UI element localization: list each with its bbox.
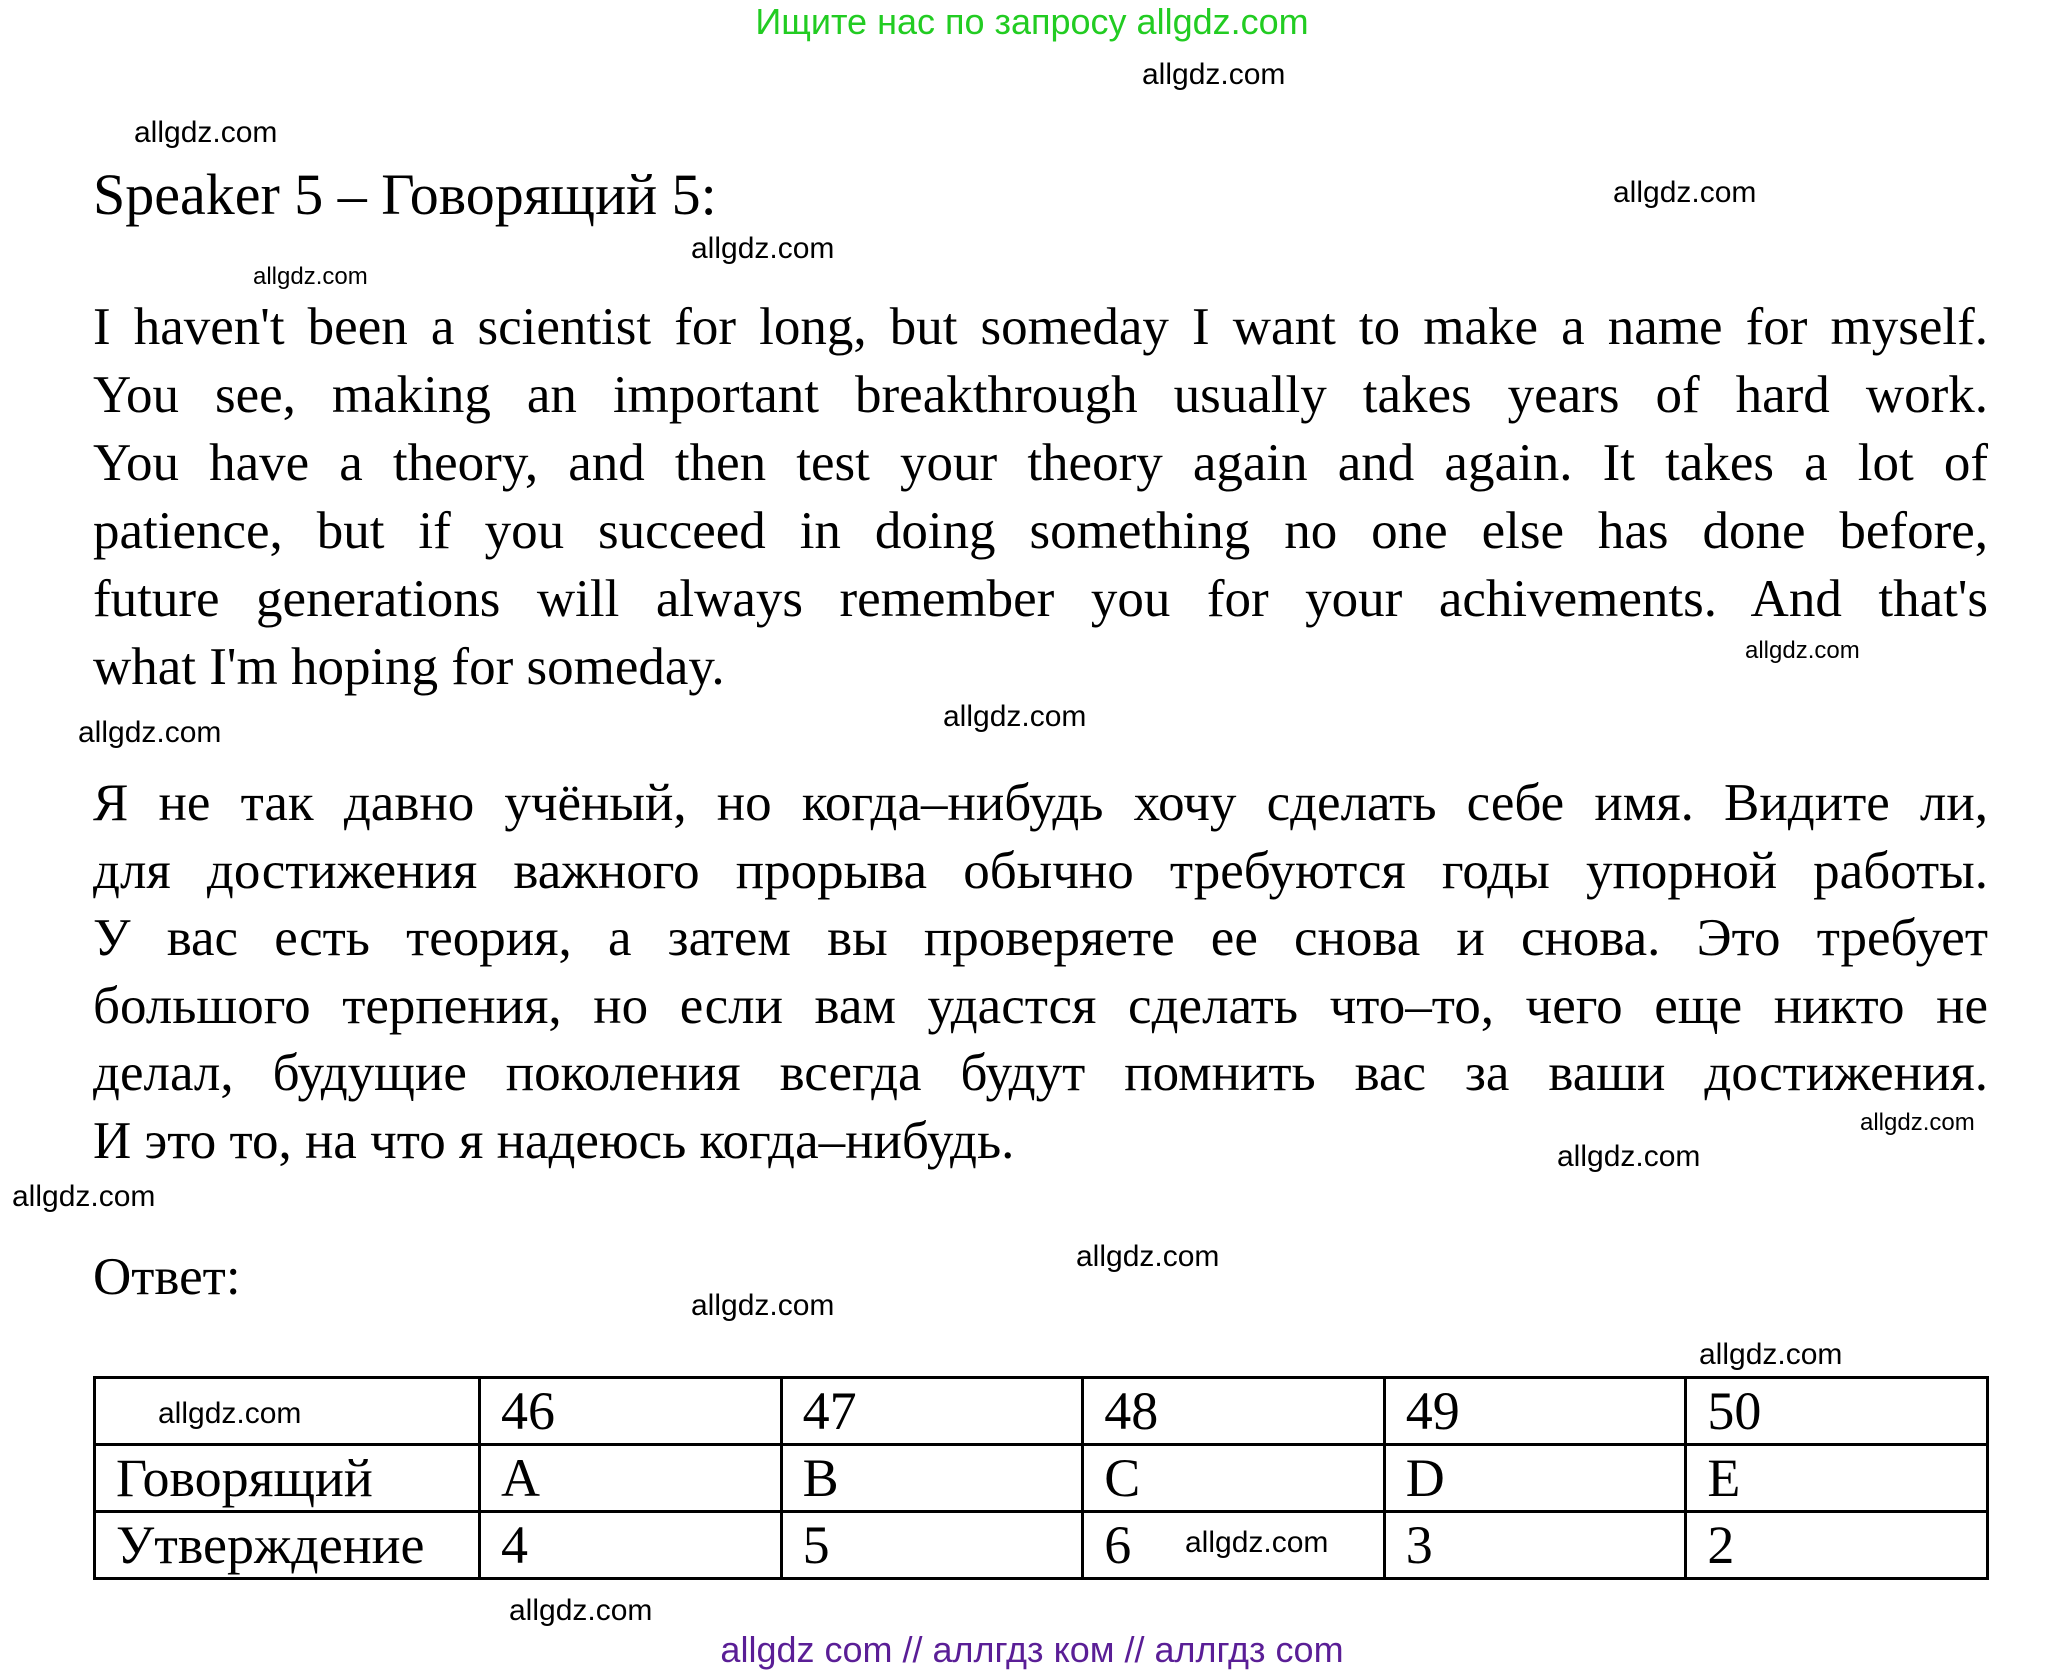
watermark: allgdz.com <box>1076 1240 1220 1273</box>
cell-text: 5 <box>802 1515 830 1575</box>
table-cell <box>480 1445 782 1512</box>
cell-text: 50 <box>1707 1381 1762 1441</box>
watermark: allgdz.com <box>12 1180 156 1213</box>
russian-line: И это то, на что я надеюсь когда–нибудь. <box>93 1112 1015 1170</box>
watermark: allgdz.com <box>691 232 835 265</box>
table-cell <box>781 1378 1083 1445</box>
footer-links: allgdz com // аллгдз ком // аллгдз com <box>720 1629 1344 1670</box>
watermark: allgdz.com <box>1699 1338 1843 1371</box>
cell-text: 47 <box>802 1381 857 1441</box>
table-cell <box>95 1512 480 1579</box>
table-cell <box>95 1445 480 1512</box>
speaker-title: Speaker 5 – Говорящий 5: <box>93 162 717 227</box>
watermark: allgdz.com <box>1142 58 1286 91</box>
russian-line: У вас есть теория, а затем вы проверяете ее снова и снова. Это требует <box>93 909 1988 967</box>
table-cell <box>1384 1445 1686 1512</box>
watermark: allgdz.com <box>158 1397 302 1430</box>
cell-text: A <box>501 1448 540 1508</box>
watermark: allgdz.com <box>78 716 222 749</box>
watermark: allgdz.com <box>1745 637 1860 664</box>
watermark: allgdz.com <box>1557 1140 1701 1173</box>
cell-text: 46 <box>501 1381 555 1441</box>
table-cell <box>480 1512 782 1579</box>
watermark: allgdz.com <box>691 1289 835 1322</box>
english-line: You have a theory, and then test your theory again and again. It takes a lot of <box>93 434 1988 492</box>
table-cell <box>1083 1445 1385 1512</box>
cell-text: 48 <box>1104 1381 1159 1441</box>
table-cell <box>1384 1378 1686 1445</box>
cell-text: B <box>802 1448 839 1508</box>
russian-line: Я не так давно учёный, но когда–нибудь хочу сделать себе имя. Видите ли, <box>93 774 1988 832</box>
cell-text: Утверждение <box>116 1515 425 1575</box>
table-cell <box>1384 1512 1686 1579</box>
watermark: allgdz.com <box>509 1594 653 1627</box>
english-line: what I'm hoping for someday. <box>93 638 725 696</box>
answer-table <box>93 1376 1989 1580</box>
watermark: allgdz.com <box>253 263 368 290</box>
watermark: allgdz.com <box>1613 176 1757 209</box>
table-cell <box>1686 1378 1988 1445</box>
russian-line: делал, будущие поколения всегда будут помнить вас за ваши достижения. <box>93 1044 1988 1102</box>
cell-text: E <box>1707 1448 1741 1508</box>
cell-text: 3 <box>1405 1515 1433 1575</box>
answer-label: Ответ: <box>93 1248 241 1306</box>
table-row <box>95 1445 1988 1512</box>
cell-text: D <box>1405 1448 1445 1508</box>
english-line: future generations will always remember you for your achivements. And that's <box>93 570 1988 628</box>
cell-text: 6 <box>1104 1515 1132 1575</box>
watermark: allgdz.com <box>943 700 1087 733</box>
cell-text: Говорящий <box>116 1448 373 1508</box>
table-cell <box>781 1445 1083 1512</box>
table-cell <box>480 1378 782 1445</box>
english-line: You see, making an important breakthrough usually takes years of hard work. <box>93 366 1988 424</box>
table-row <box>95 1512 1988 1579</box>
cell-text: C <box>1104 1448 1141 1508</box>
promo-header: Ищите нас по запросу allgdz.com <box>755 1 1309 42</box>
table-cell <box>1686 1512 1988 1579</box>
english-line: I haven't been a scientist for long, but someday I want to make a name for myself. <box>93 298 1988 356</box>
russian-line: для достижения важного прорыва обычно требуются годы упорной работы. <box>93 842 1988 900</box>
cell-text: 4 <box>501 1515 528 1575</box>
cell-text: 2 <box>1707 1515 1735 1575</box>
table-cell <box>781 1512 1083 1579</box>
table-row <box>95 1378 1988 1445</box>
table-cell <box>1686 1445 1988 1512</box>
table-cell <box>1083 1378 1385 1445</box>
watermark: allgdz.com <box>1860 1109 1975 1136</box>
cell-text: 49 <box>1405 1381 1460 1441</box>
russian-line: большого терпения, но если вам удастся сделать что–то, чего еще никто не <box>93 977 1988 1035</box>
watermark: allgdz.com <box>1185 1526 1329 1559</box>
english-line: patience, but if you succeed in doing something no one else has done before, <box>93 502 1988 560</box>
watermark: allgdz.com <box>134 116 278 149</box>
